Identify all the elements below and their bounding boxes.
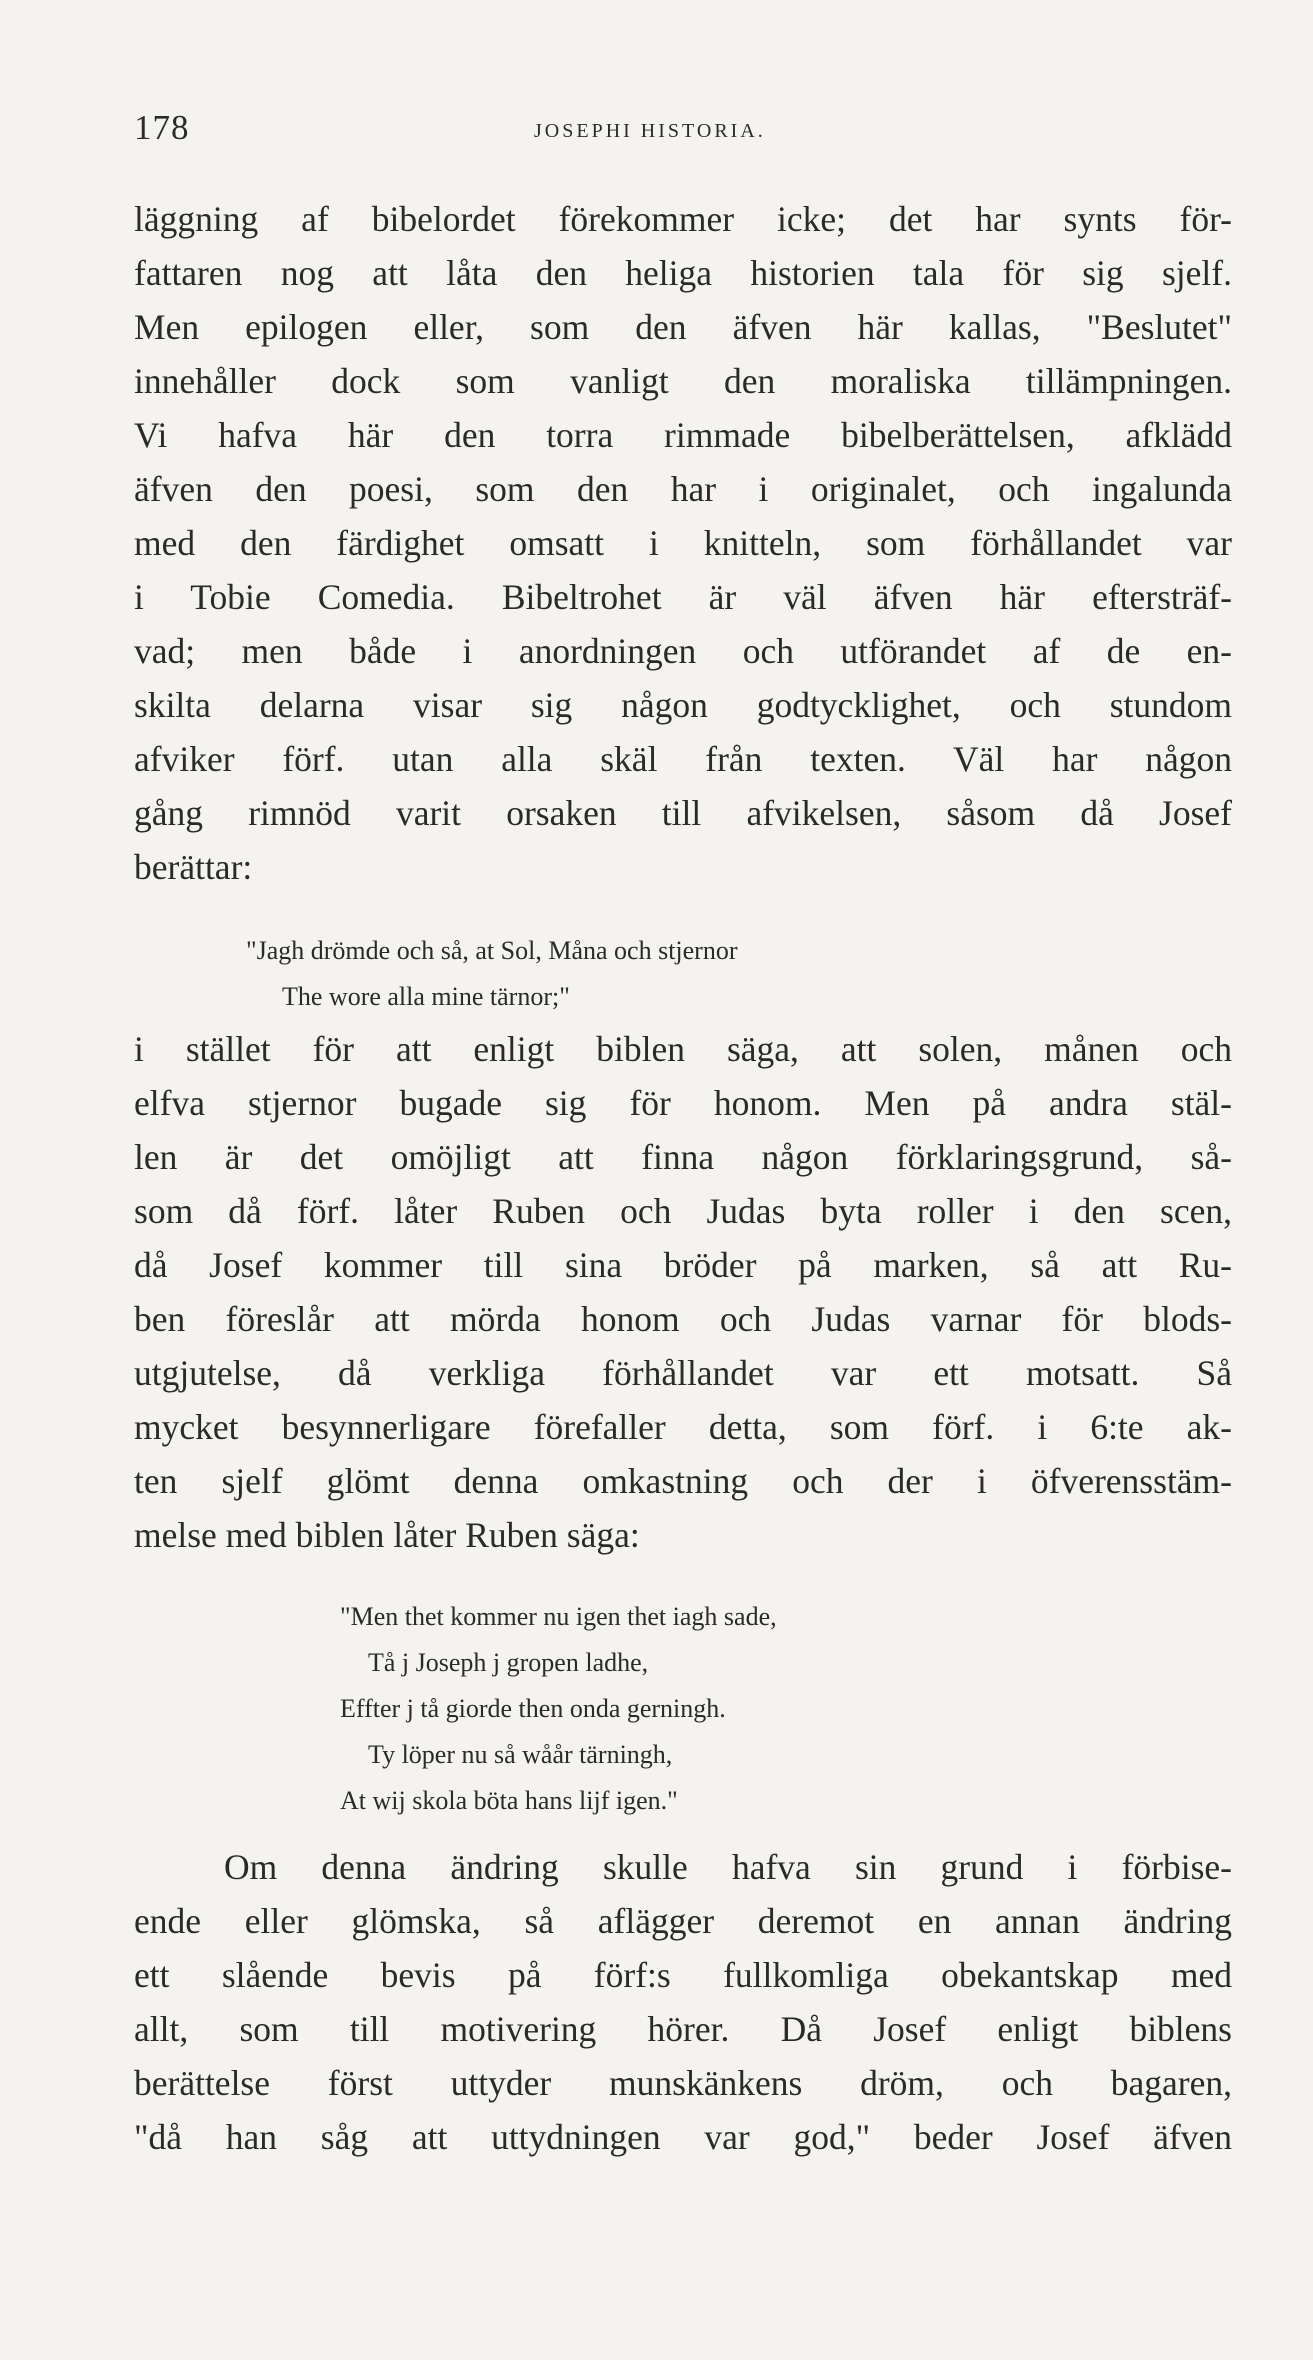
- text-line: då Josef kommer till sina bröder på marken, så att Ru-: [134, 1245, 1232, 1285]
- page-header: [134, 108, 1234, 158]
- verse-line: Effter j tå giorde then onda gerningh.: [340, 1694, 726, 1723]
- verse-line: At wij skola böta hans lijf igen.": [340, 1786, 678, 1815]
- text-line: med den färdighet omsatt i knitteln, som förhållandet var: [134, 523, 1232, 563]
- text-line: innehåller dock som vanligt den moraliska tillämpningen.: [134, 361, 1232, 401]
- text-line: som då förf. låter Ruben och Judas byta roller i den scen,: [134, 1191, 1232, 1231]
- text-line: vad; men både i anordningen och utförandet af de en-: [134, 631, 1232, 671]
- text-line: elfva stjernor bugade sig för honom. Men på andra stäl-: [134, 1083, 1232, 1123]
- verse-line: Ty löper nu så wåår tärningh,: [368, 1740, 673, 1769]
- text-line: Vi hafva här den torra rimmade bibelberättelsen, afklädd: [134, 415, 1232, 455]
- verse-line: "Men thet kommer nu igen thet iagh sade,: [340, 1602, 777, 1631]
- text-line: ett slående bevis på förf:s fullkomliga obekantskap med: [134, 1955, 1232, 1995]
- text-line: Om denna ändring skulle hafva sin grund i förbise-: [224, 1847, 1232, 1887]
- verse-line: "Jagh drömde och så, at Sol, Måna och stjernor: [246, 936, 738, 965]
- text-line: berättelse först uttyder munskänkens dröm, och bagaren,: [134, 2063, 1232, 2103]
- text-line: berättar:: [134, 847, 253, 887]
- text-line: fattaren nog att låta den heliga historien tala för sig sjelf.: [134, 253, 1232, 293]
- text-line: "då han såg att uttydningen var god," beder Josef äfven: [134, 2117, 1232, 2157]
- paragraph-1: [134, 192, 1232, 894]
- text-line: melse med biblen låter Ruben säga:: [134, 1515, 640, 1555]
- text-line: ende eller glömska, så aflägger deremot en annan ändring: [134, 1901, 1232, 1941]
- paragraph-2: [134, 1022, 1232, 1562]
- text-line: skilta delarna visar sig någon godtycklighet, och stundom: [134, 685, 1232, 725]
- text-line: ben föreslår att mörda honom och Judas varnar för blods-: [134, 1299, 1232, 1339]
- text-line: mycket besynnerligare förefaller detta, som förf. i 6:te ak-: [134, 1407, 1232, 1447]
- text-line: i Tobie Comedia. Bibeltrohet är väl äfven här eftersträf-: [134, 577, 1232, 617]
- verse-line: The wore alla mine tärnor;": [282, 982, 570, 1011]
- text-line: Men epilogen eller, som den äfven här kallas, "Beslutet": [134, 307, 1232, 347]
- page-number: 178: [134, 108, 190, 147]
- text-line: allt, som till motivering hörer. Då Josef enligt biblens: [134, 2009, 1232, 2049]
- text-line: afviker förf. utan alla skäl från texten. Väl har någon: [134, 739, 1232, 779]
- text-line: äfven den poesi, som den har i originalet, och ingalunda: [134, 469, 1232, 509]
- text-line: ten sjelf glömt denna omkastning och der i öfverensstäm-: [134, 1461, 1232, 1501]
- text-line: läggning af bibelordet förekommer icke; det har synts för-: [134, 199, 1232, 239]
- paragraph-3: [134, 1840, 1232, 2164]
- running-head: JOSEPHI HISTORIA.: [534, 120, 766, 142]
- text-line: utgjutelse, då verkliga förhållandet var ett motsatt. Så: [134, 1353, 1232, 1393]
- text-line: len är det omöjligt att finna någon förklaringsgrund, så-: [134, 1137, 1232, 1177]
- verse-line: Tå j Joseph j gropen ladhe,: [368, 1648, 649, 1677]
- text-line: i stället för att enligt biblen säga, att solen, månen och: [134, 1029, 1232, 1069]
- text-line: gång rimnöd varit orsaken till afvikelsen, såsom då Josef: [134, 793, 1232, 833]
